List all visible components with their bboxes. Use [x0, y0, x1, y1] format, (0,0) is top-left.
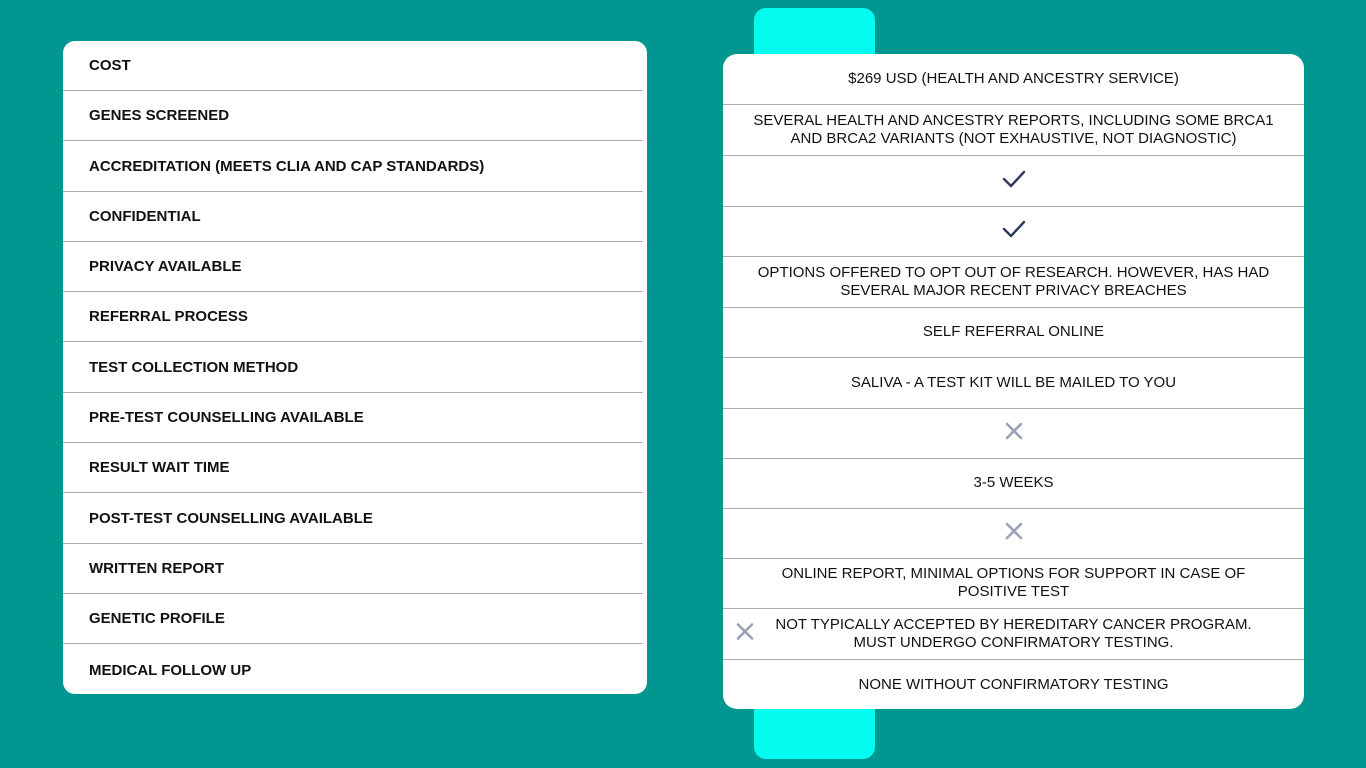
value-text: $269 USD (HEALTH AND ANCESTRY SERVICE): [848, 70, 1179, 87]
value-text: SEVERAL HEALTH AND ANCESTRY REPORTS, INCLUDING SOME BRCA1 AND BRCA2 VARIANTS (NOT EXHAUSTIVE, NOT DIAGNOSTIC): [753, 112, 1274, 147]
criteria-label: REFERRAL PROCESS: [89, 308, 248, 325]
criteria-label: RESULT WAIT TIME: [89, 459, 230, 476]
criteria-label: WRITTEN REPORT: [89, 560, 224, 577]
value-text: ONLINE REPORT, MINIMAL OPTIONS FOR SUPPORT IN CASE OF POSITIVE TEST: [781, 565, 1246, 600]
value-text: SELF REFERRAL ONLINE: [922, 323, 1105, 340]
value-row-genes-screened: [723, 105, 1304, 156]
criteria-label: TEST COLLECTION METHOD: [89, 359, 299, 376]
value-text: OPTIONS OFFERED TO OPT OUT OF RESEARCH. HOWEVER, HAS HAD SEVERAL MAJOR RECENT PRIVACY BREACHES: [757, 264, 1270, 299]
criteria-label: ACCREDITATION (MEETS CLIA AND CAP STANDARDS): [89, 158, 485, 175]
criteria-row-follow-up: [63, 645, 643, 694]
criteria-label: POST-TEST COUNSELLING AVAILABLE: [89, 510, 373, 527]
criteria-row-pre-test: [63, 393, 643, 443]
criteria-row-wait-time: [63, 443, 643, 493]
criteria-row-cost: [63, 41, 643, 91]
value-row-accreditation: [723, 156, 1304, 207]
value-row-wait-time: [723, 458, 1304, 509]
value-row-post-test: [723, 508, 1304, 559]
value-text: NONE WITHOUT CONFIRMATORY TESTING: [858, 675, 1169, 693]
value-row-confidential: [723, 206, 1304, 257]
criteria-row-post-test: [63, 494, 643, 544]
criteria-label: PRIVACY AVAILABLE: [89, 258, 242, 275]
x-icon: [1004, 421, 1024, 446]
criteria-row-collection: [63, 343, 643, 393]
value-row-collection: [723, 358, 1304, 409]
criteria-label: MEDICAL FOLLOW UP: [89, 661, 252, 679]
check-icon: [1002, 169, 1026, 194]
x-icon: [735, 622, 755, 647]
value-text: NOT TYPICALLY ACCEPTED BY HEREDITARY CANCER PROGRAM. MUST UNDERGO CONFIRMATORY TESTING.: [775, 616, 1252, 651]
criteria-card: [63, 41, 647, 694]
value-row-privacy: [723, 257, 1304, 308]
criteria-row-genes-screened: [63, 91, 643, 141]
value-row-genetic-profile: [723, 609, 1304, 660]
criteria-label: GENES SCREENED: [89, 107, 230, 124]
criteria-row-genetic-profile: [63, 594, 643, 644]
value-text: SALIVA - A TEST KIT WILL BE MAILED TO YOU: [850, 374, 1177, 391]
check-icon: [1002, 219, 1026, 244]
criteria-label: CONFIDENTIAL: [89, 208, 201, 225]
criteria-row-confidential: [63, 192, 643, 242]
value-row-pre-test: [723, 408, 1304, 459]
x-icon: [1004, 521, 1024, 546]
criteria-row-referral: [63, 292, 643, 342]
criteria-row-privacy: [63, 242, 643, 292]
criteria-row-accreditation: [63, 142, 643, 192]
service-card: [723, 54, 1304, 709]
value-row-cost: [723, 54, 1304, 105]
criteria-label: GENETIC PROFILE: [89, 610, 225, 627]
value-row-referral: [723, 307, 1304, 358]
value-row-written-report: [723, 558, 1304, 609]
value-row-follow-up: [723, 659, 1304, 709]
criteria-label: PRE-TEST COUNSELLING AVAILABLE: [89, 409, 364, 426]
criteria-row-written-report: [63, 544, 643, 594]
criteria-label: COST: [89, 57, 131, 74]
value-text: 3-5 WEEKS: [973, 474, 1054, 491]
